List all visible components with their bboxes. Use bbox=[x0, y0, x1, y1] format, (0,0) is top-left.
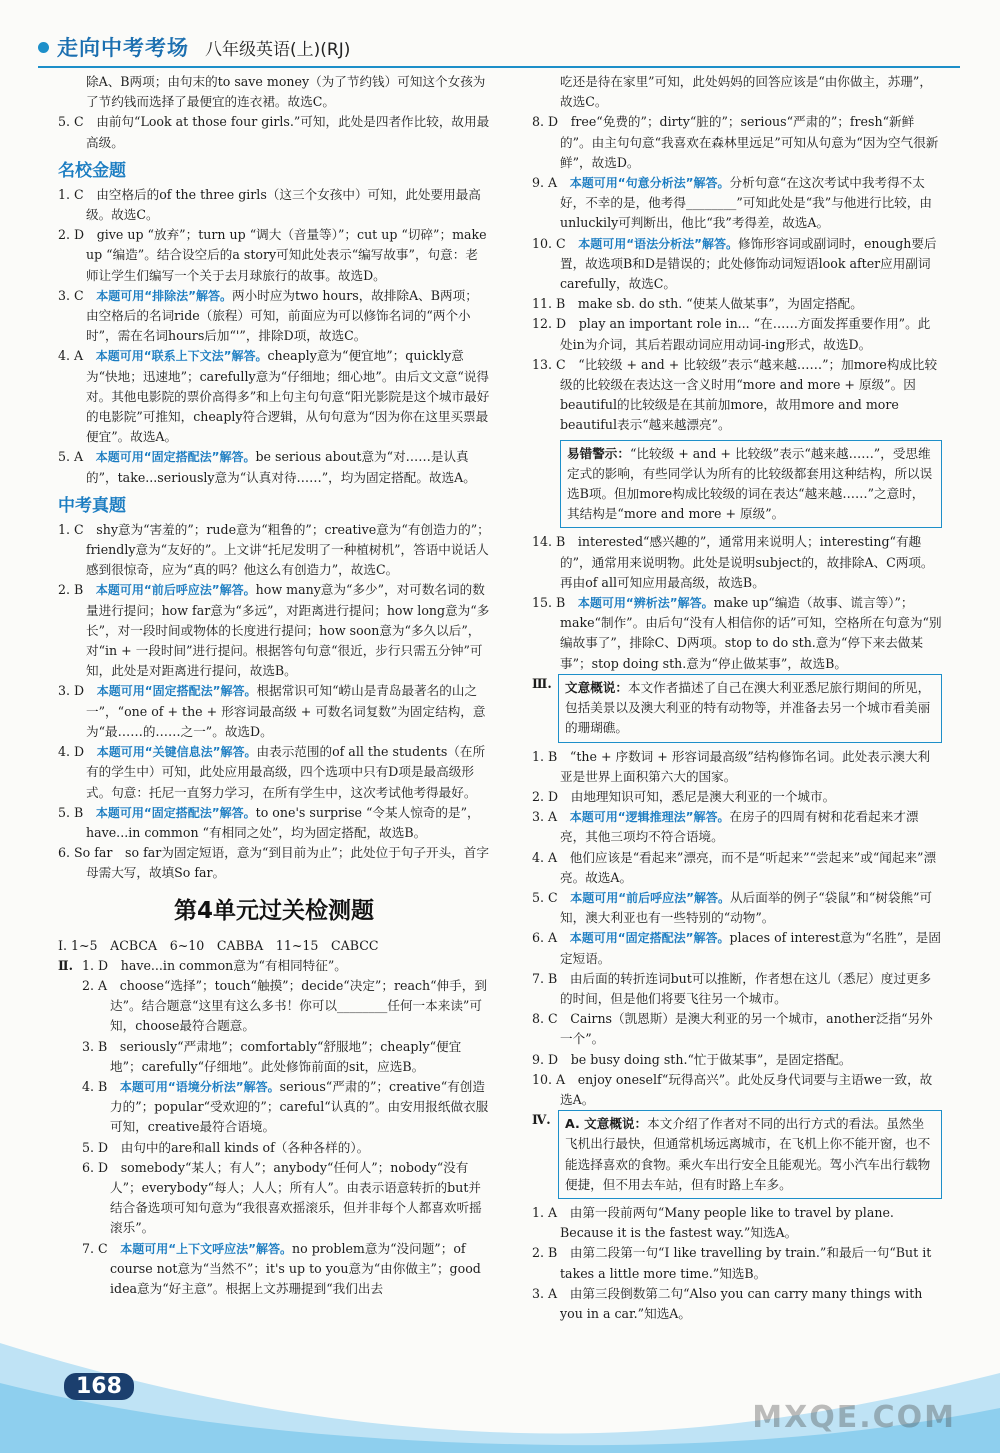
item-text: Cairns（凯恩斯）是澳大利亚的另一个城市，another泛指“另外一个”。 bbox=[560, 1011, 933, 1047]
answer-item: 5. C 由前句“Look at those four girls.”可知，此处是四者作比较，故用最高级。 bbox=[58, 114, 490, 150]
item-text: places of interest意为“名胜”，是固定短语。 bbox=[560, 930, 941, 966]
item-number: 5. D bbox=[82, 1139, 109, 1155]
item-number: 8. C bbox=[532, 1011, 558, 1027]
warning-box bbox=[560, 440, 942, 529]
item-number: 2. A bbox=[82, 977, 108, 993]
answer-item bbox=[58, 803, 490, 843]
summary-text: 本文介绍了作者对不同的出行方式的看法。虽然坐飞机出行最快，但通常机场远离城市，在飞机上你不能开窗，也不能选择喜欢的食物。乘火车出行安全且能观光。驾小汽车出行载物便捷，但不用去车站，但有时路上车多。 bbox=[565, 1116, 931, 1192]
item-number: 4. A bbox=[58, 348, 84, 364]
summary-label: A. 文意概说： bbox=[565, 1116, 648, 1132]
item-text: have...in common意为“有相同特征”。 bbox=[120, 957, 347, 973]
item-number: 2. D bbox=[58, 227, 85, 243]
summary-box-3 bbox=[558, 674, 942, 743]
item-text: 两小时应为two hours，故排除A、B两项；由空格后的名词ride（旅程）可知，前面应为可以修饰名词的“两个小时”，需在名词hours后加“'”，排除D项，故选C。 bbox=[86, 287, 478, 344]
item-text: choose“选择”；touch“触摸”；decide“决定”；reach“伸手，到达”。结合题意“这里有这么多书！你可以________任何一本来读”可知，choose最符合题意。 bbox=[110, 977, 487, 1034]
answer-item bbox=[532, 1203, 942, 1243]
item-number: 12. D bbox=[532, 316, 567, 332]
item-text: make up“编造（故事、谎言等）”；make“制作”。由后句“没有人相信你的话”可知，空格所在句意为“别编故事了”，排除C、D两项。stop to do sth.意为“停下来去做某事”；stop doing sth.意为“停止做某事”，故选B。 bbox=[560, 595, 942, 671]
answer-item bbox=[532, 173, 942, 234]
item-number: 2. D bbox=[532, 788, 559, 804]
item-number: 1. C bbox=[58, 521, 84, 537]
item-text: so far为固定短语，意为“到目前为止”；此处位于句子开头，首字母需大写，故填So far。 bbox=[86, 845, 489, 881]
answer-item bbox=[58, 286, 490, 347]
answer-item bbox=[532, 314, 942, 354]
method-hint: 本题可用“固定搭配法”解答。 bbox=[96, 684, 257, 699]
answer-item bbox=[58, 742, 490, 803]
answer-item bbox=[532, 807, 942, 847]
item-number: 14. B bbox=[532, 534, 566, 550]
answer-item bbox=[532, 355, 942, 436]
continued-text: 除A、B两项；由句末的to save money（为了节约钱）可知这个女孩为了节约钱而选择了最便宜的连衣裙。故选C。 bbox=[86, 74, 486, 110]
item-text: “the + 序数词 + 形容词最高级”结构修饰名词。此处表示澳大利亚是世界上面积第六大的国家。 bbox=[560, 748, 931, 784]
answer-item bbox=[82, 1037, 490, 1077]
item-text: no problem意为“没问题”；of course not意为“当然不”；it's up to you意为“由你做主”；good idea意为“好主意”。根据上文苏珊提到“我们出去 bbox=[110, 1240, 481, 1296]
item-text: how many意为“多少”，对可数名词的数量进行提问；how far意为“多远”，对距离进行提问；how long意为“多长”，对一段时间或物体的长度进行提问；how soon意为“多久以后”，对“in + 一段时间”进行提问。根据答句句意“很近，步行只需五分钟”可知，此处是对距离进行提问，故选B。 bbox=[86, 582, 490, 679]
method-hint: 本题可用“上下文呼应法”解答。 bbox=[120, 1241, 293, 1256]
method-hint: 本题可用“语境分析法”解答。 bbox=[119, 1079, 280, 1094]
section-2-list bbox=[58, 520, 490, 884]
answer-item bbox=[58, 447, 490, 487]
item-text: shy意为“害羞的”；rude意为“粗鲁的”；creative意为“有创造力的”；friendly意为“友好的”。上文讲“托尼发明了一种植树机”，答语中说话人感到很惊奇，应为“真的吗？他这么有创造力”，故选C。 bbox=[86, 521, 490, 578]
method-hint: 本题可用“固定搭配法”解答。 bbox=[95, 805, 256, 820]
item-number: 6. So far bbox=[58, 845, 113, 861]
summary-label: 文意概说： bbox=[565, 679, 628, 695]
answer-item bbox=[82, 956, 490, 976]
bullet-icon bbox=[38, 42, 49, 53]
item-text: somebody“某人；有人”；anybody“任何人”；nobody“没有人”；everybody“每人；人人；所有人”。由表示语意转折的but并结合备选项可知句意为“我很喜欢摇滚乐，但并非每个人都喜欢听摇滚乐”。 bbox=[110, 1159, 482, 1236]
items-list-a bbox=[532, 112, 942, 435]
item-text: 由地理知识可知，悉尼是澳大利亚的一个城市。 bbox=[570, 788, 836, 804]
item-text: interested“感兴趣的”，通常用来说明人；interesting“有趣的”，通常用来说明物。此处是说明subject的，故排除A、C两项。再由of all可知应用最高级，故选B。 bbox=[560, 534, 934, 590]
answer-item bbox=[532, 1050, 942, 1070]
item-number: 6. A bbox=[532, 930, 558, 946]
item-text: 由第三段倒数第二句“Also you can carry many things with you in a car.”知选A。 bbox=[560, 1285, 923, 1321]
item-text: seriously“严肃地”；comfortably“舒服地”；cheaply“便宜地”；carefully“仔细地”。此处修饰前面的sit，应选B。 bbox=[110, 1038, 462, 1074]
answer-item bbox=[58, 225, 490, 286]
item-number: 1. D bbox=[82, 957, 109, 973]
answer-item bbox=[532, 234, 942, 295]
method-hint: 本题可用“联系上下文法”解答。 bbox=[95, 349, 268, 364]
answer-item bbox=[532, 888, 942, 928]
items-list-c bbox=[532, 747, 942, 1111]
answer-item bbox=[532, 532, 942, 593]
item-number: 10. A bbox=[532, 1071, 566, 1087]
answer-item bbox=[82, 976, 490, 1037]
item-text: free“免费的”；dirty“脏的”；serious“严肃的”；fresh“新鲜的”。由主句句意“我喜欢在森林里远足”可知从句意为“因为空气很新鲜”，故选D。 bbox=[560, 114, 939, 170]
item-text: cheaply意为“便宜地”；quickly意为“快地；迅速地”；carefully意为“仔细地；细心地”。由后文文意“说得对。其他电影院的票价高得多”和上句主句句意“阳光影院是这个城市最好的电影院”可推知，cheaply符合逻辑，从句句意为“因为你在这里买票最便宜”。故选A。 bbox=[86, 348, 490, 445]
item-text: 由第二段第一句“I like travelling by train.”和最后一句“But it takes a little more time.”知选B。 bbox=[560, 1245, 932, 1281]
item-text: 由句中的are和all kinds of（各种各样的）。 bbox=[120, 1139, 370, 1155]
item-number: 4. D bbox=[58, 744, 85, 760]
summary-text: 本文作者描述了自己在澳大利亚悉尼旅行期间的所见，包括美景以及澳大利亚的特有动物等，并准备去另一个城市看美丽的珊瑚礁。 bbox=[565, 679, 931, 736]
item-number: 11. B bbox=[532, 296, 566, 312]
item-number: 3. B bbox=[82, 1038, 108, 1054]
answer-item bbox=[532, 848, 942, 888]
answer-item bbox=[532, 1243, 942, 1283]
method-hint: 本题可用“前后呼应法”解答。 bbox=[570, 890, 731, 905]
item-number: 5. A bbox=[58, 449, 84, 465]
item-number: 3. C bbox=[58, 287, 84, 303]
continued-text: 吃还是待在家里”可知，此处妈妈的回答应该是“由你做主，苏珊”，故选C。 bbox=[560, 74, 932, 110]
item-number: 15. B bbox=[532, 595, 566, 611]
item-number: 4. A bbox=[532, 849, 558, 865]
item-number: 4. B bbox=[82, 1078, 108, 1094]
method-hint: 本题可用“句意分析法”解答。 bbox=[569, 176, 730, 191]
summary-box-4 bbox=[558, 1110, 942, 1199]
answer-item bbox=[532, 787, 942, 807]
answer-item bbox=[532, 593, 942, 674]
answer-item bbox=[58, 681, 490, 742]
item-text: 由后面的转折连词but可以推断，作者想在这儿（悉尼）度过更多的时间，但是他们将要飞往另一个城市。 bbox=[560, 970, 932, 1006]
page-number: 168 bbox=[64, 1373, 134, 1400]
book-brand: 走向中考考场 bbox=[57, 36, 189, 60]
unit-title: 第4单元过关检测题 bbox=[173, 897, 374, 924]
answer-item bbox=[82, 1158, 490, 1239]
answer-item bbox=[532, 112, 942, 173]
book-title: 八年级英语(上)(RJ) bbox=[205, 39, 351, 60]
item-text: serious“严肃的”；creative“有创造力的”；popular“受欢迎的”；careful“认真的”。由安用报纸做衣服可知，creative最符合语境。 bbox=[110, 1078, 489, 1135]
item-text: enjoy oneself“玩得高兴”。此处反身代词要与主语we一致，故选A。 bbox=[560, 1071, 933, 1107]
item-number: 7. C bbox=[82, 1240, 108, 1256]
right-column bbox=[532, 72, 942, 1324]
item-text: 由第一段前两句“Many people like to travel by plane. Because it is the fastest way.”知选A。 bbox=[560, 1204, 894, 1241]
item-number: 3. A bbox=[532, 809, 558, 825]
item-number: 9. A bbox=[532, 175, 558, 191]
answers-part-1: Ⅰ. 1~5 ACBCA 6~10 CABBA 11~15 CABCC bbox=[58, 937, 379, 953]
section-title-2: 中考真题 bbox=[58, 495, 126, 516]
section-title-1: 名校金题 bbox=[58, 160, 126, 181]
answer-item bbox=[58, 520, 490, 581]
part-4-label: Ⅳ. bbox=[532, 1112, 551, 1128]
method-hint: 本题可用“固定搭配法”解答。 bbox=[569, 931, 730, 946]
footer-wave bbox=[0, 1333, 1000, 1453]
answer-item bbox=[82, 1077, 490, 1138]
answer-item bbox=[532, 747, 942, 787]
items-list-d bbox=[532, 1203, 942, 1324]
item-number: 6. D bbox=[82, 1159, 109, 1175]
item-number: 8. D bbox=[532, 114, 559, 130]
item-text: make sb. do sth. “使某人做某事”，为固定搭配。 bbox=[577, 296, 863, 312]
method-hint: 本题可用“前后呼应法”解答。 bbox=[95, 583, 256, 598]
answer-item bbox=[58, 346, 490, 447]
item-number: 9. D bbox=[532, 1051, 559, 1067]
item-text: “比较级 + and + 比较级”表示“越来越……”；加more构成比较级的比较级在表达这一含义时用“more and more + 原级”。因beautiful的比较级是在其前加more，故用more and more beautiful表示“越来越漂亮”。 bbox=[560, 356, 938, 433]
item-text: give up “放弃”；turn up “调大（音量等）”；cut up “切碎”；make up “编造”。结合设空后的a story可知此处表示“编写故事”，句意：老师让学生们编写一个关于去月球旅行的故事。故选D。 bbox=[86, 227, 487, 283]
answer-item bbox=[532, 1070, 942, 1110]
item-text: 由表示范围的of all the students（在所有的学生中）可知，此处应用最高级，四个选项中只有D项是最高级形式。句意：托尼一直努力学习，在所有学生中，这次考试他考得最好。 bbox=[86, 744, 486, 800]
warning-label: 易错警示： bbox=[567, 445, 630, 461]
header-rule bbox=[38, 66, 960, 68]
watermark: MXQE.COM bbox=[752, 1400, 956, 1435]
answer-item bbox=[532, 969, 942, 1009]
warning-text: “比较级 + and + 比较级”表示“越来越……”，受思维定式的影响，有些同学认为所有的比较级都套用这种结构，所以误选B项。但加more构成比较级的词在表达“越来越……”之意时，其结构是“more and more + 原级”。 bbox=[567, 445, 933, 522]
item-number: 13. C bbox=[532, 356, 566, 372]
item-number: 1. C bbox=[58, 186, 84, 202]
method-hint: 本题可用“辨析法”解答。 bbox=[577, 596, 714, 611]
item-text: 从后面举的例子“袋鼠”和“树袋熊”可知，澳大利亚也有一些特别的“动物”。 bbox=[560, 889, 933, 926]
item-text: be serious about意为“对……是认真的”，take...seriously意为“认真对待……”，均为固定搭配。故选A。 bbox=[86, 449, 476, 485]
item-text: 他们应该是“看起来”漂亮，而不是“听起来”“尝起来”或“闻起来”漂亮。故选A。 bbox=[560, 849, 937, 885]
item-number: 10. C bbox=[532, 235, 566, 251]
item-number: 2. B bbox=[58, 582, 84, 598]
item-text: to one's surprise “令某人惊奇的是”，have...in common “有相同之处”，均为固定搭配，故选B。 bbox=[86, 804, 480, 840]
item-number: 7. B bbox=[532, 970, 558, 986]
section-1-list bbox=[58, 185, 490, 488]
item-number: 2. B bbox=[532, 1245, 558, 1261]
part-2-label: Ⅱ. bbox=[58, 957, 73, 973]
items-list-b bbox=[532, 532, 942, 673]
item-number: 5. C bbox=[532, 889, 558, 905]
left-column bbox=[58, 72, 490, 1299]
answer-item bbox=[58, 185, 490, 225]
answer-item bbox=[82, 1239, 490, 1300]
answer-item bbox=[58, 843, 490, 883]
item-text: 在房子的四周有树和花看起来才漂亮，其他三项均不符合语境。 bbox=[560, 809, 919, 845]
item-text: 由空格后的of the three girls（这三个女孩中）可知，此处要用最高级。故选C。 bbox=[86, 186, 481, 223]
method-hint: 本题可用“排除法”解答。 bbox=[96, 288, 233, 303]
item-text: be busy doing sth.“忙于做某事”，是固定搭配。 bbox=[570, 1051, 852, 1067]
item-number: 1. B bbox=[532, 748, 558, 764]
answer-item bbox=[532, 1009, 942, 1049]
method-hint: 本题可用“语法分析法”解答。 bbox=[578, 236, 739, 251]
part-3-label: Ⅲ. bbox=[532, 675, 552, 691]
answer-item bbox=[532, 928, 942, 968]
answer-item bbox=[532, 294, 942, 314]
method-hint: 本题可用“固定搭配法”解答。 bbox=[95, 450, 256, 465]
item-number: 5. B bbox=[58, 804, 84, 820]
item-number: 1. A bbox=[532, 1204, 558, 1220]
answer-item bbox=[532, 1284, 942, 1324]
method-hint: 本题可用“关键信息法”解答。 bbox=[96, 745, 257, 760]
answer-item bbox=[82, 1138, 490, 1158]
method-hint: 本题可用“逻辑推理法”解答。 bbox=[569, 810, 730, 825]
part-2-list bbox=[82, 956, 490, 1299]
answer-item bbox=[58, 580, 490, 681]
item-number: 3. D bbox=[58, 683, 85, 699]
item-text: 修饰形容词或副词时，enough要后置，故选项B和D是错误的；此处修饰动词短语look after应用副词carefully，故选C。 bbox=[560, 235, 937, 292]
item-text: 根据常识可知“崂山是青岛最著名的山之一”，“one of + the + 形容词最高级 + 可数名词复数”为固定结构，意为“最……的……之一”。故选D。 bbox=[86, 683, 486, 739]
item-text: play an important role in... “在……方面发挥重要作用”。此处in为介词，其后若跟动词应用动词-ing形式，故选D。 bbox=[560, 316, 931, 352]
page-header bbox=[38, 30, 350, 64]
item-text: 分析句意“在这次考试中我考得不太好，不幸的是，他考得________”可知此处是“我”与他进行比较，由unluckily可判断出，他比“我”考得差，故选A。 bbox=[560, 175, 932, 231]
item-number: 3. A bbox=[532, 1285, 558, 1301]
